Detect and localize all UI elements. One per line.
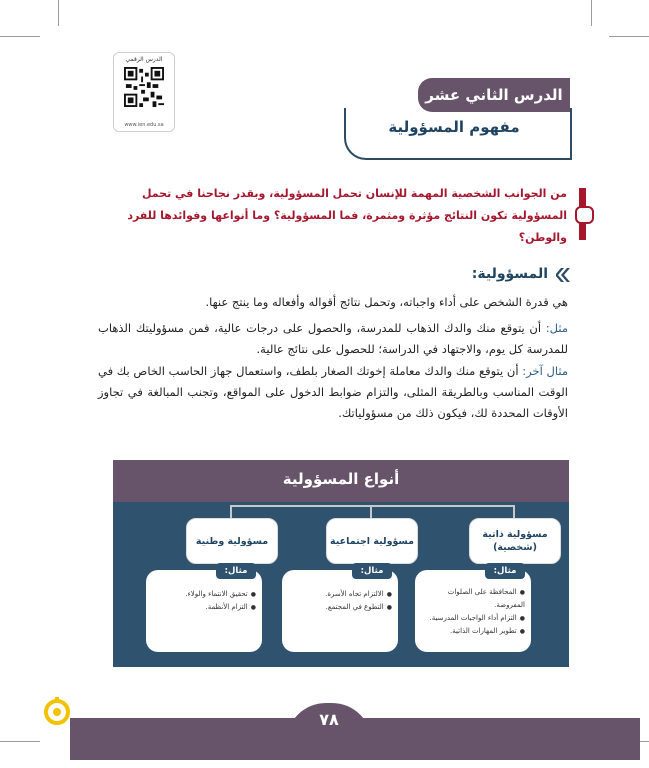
crop-mark bbox=[591, 0, 592, 26]
example-lead: مثل: bbox=[545, 321, 568, 335]
example-list bbox=[288, 588, 392, 614]
example-paragraph-1 bbox=[98, 318, 568, 360]
digital-lesson-qr[interactable] bbox=[113, 52, 175, 132]
list-item: ● التزام أداء الواجبات المدرسية. bbox=[421, 612, 525, 625]
connector-line bbox=[230, 505, 514, 507]
page-number: ٧٨ bbox=[319, 710, 339, 729]
list-item: ● التزام الأنظمة. bbox=[152, 601, 256, 614]
example-tag: مثال: bbox=[485, 563, 525, 579]
example-card-national bbox=[146, 566, 262, 652]
list-item: ● المحافظة على الصلوات المفروضة. bbox=[421, 586, 525, 612]
intro-question: من الجوانب الشخصية المهمة للإنسان تحمل المسؤولية، وبقدر نجاحنا في تحمل المسؤولية تكون النتائج مؤثرة ومثمرة، فما المسؤولية؟ وما أنواعها وفوائدها للفرد والوطن؟ bbox=[127, 187, 567, 244]
example-card-personal bbox=[415, 566, 531, 652]
section-heading: المسؤولية: bbox=[471, 266, 548, 282]
connector-line bbox=[230, 505, 232, 518]
crop-mark bbox=[0, 36, 40, 37]
example-lead: مثال آخر: bbox=[522, 364, 568, 378]
type-national: مسؤولية وطنية bbox=[186, 518, 278, 564]
example-text: أن يتوقع منك والدك معاملة إخوتك الصغار بلطف، واستعمال جهاز الحاسب الخاص بك في الوقت المناسب وبالطريقة المثلى، والتزام ضوابط الدخول على المواقع، وتجنب المبالغة في تجاوز الأوقات المحددة لك، فيكون ذلك من مسؤولياتك. bbox=[98, 364, 568, 420]
list-item: ● تحقيق الانتماء والولاء. bbox=[152, 588, 256, 601]
lesson-number-tab: الدرس الثاني عشر bbox=[418, 78, 570, 112]
example-tag: مثال: bbox=[216, 563, 256, 579]
example-card-social bbox=[282, 566, 398, 652]
lesson-title: مفهوم المسؤولية bbox=[388, 118, 520, 136]
crop-mark bbox=[58, 0, 59, 26]
example-text: أن يتوقع منك والدك الذهاب للمدرسة، والحصول على درجات عالية، فمن مسؤوليتك الذهاب للمدرسة كل يوم، والاجتهاد في الدراسة؛ للحصول على نتائج عالية. bbox=[98, 321, 568, 356]
connector-line bbox=[370, 505, 372, 518]
crop-mark bbox=[609, 36, 649, 37]
example-list bbox=[152, 588, 256, 614]
list-item: ● الالتزام تجاه الأسرة. bbox=[288, 588, 392, 601]
qr-code-icon bbox=[124, 67, 164, 107]
diagram-title: أنواع المسؤولية bbox=[282, 470, 400, 488]
list-item: ● التطوع في المجتمع. bbox=[288, 601, 392, 614]
type-social: مسؤولية اجتماعية bbox=[326, 518, 418, 564]
definition-paragraph: هي قدرة الشخص على أداء واجباته، وتحمل نتائج أقواله وأفعاله وما ينتج عنها. bbox=[205, 295, 568, 309]
qr-url: www.ien.edu.sa bbox=[124, 122, 164, 128]
qr-label: الدرس الرقمي bbox=[125, 56, 163, 63]
crop-mark bbox=[0, 741, 40, 742]
ministry-logo-icon bbox=[42, 697, 72, 727]
paperclip-icon bbox=[575, 206, 594, 224]
example-list bbox=[421, 586, 525, 638]
connector-line bbox=[513, 505, 515, 518]
list-item: ● تطوير المهارات الذاتية. bbox=[421, 625, 525, 638]
type-personal: مسؤولية ذاتية (شخصية) bbox=[469, 518, 561, 564]
example-paragraph-2 bbox=[98, 361, 568, 424]
example-tag: مثال: bbox=[352, 563, 392, 579]
